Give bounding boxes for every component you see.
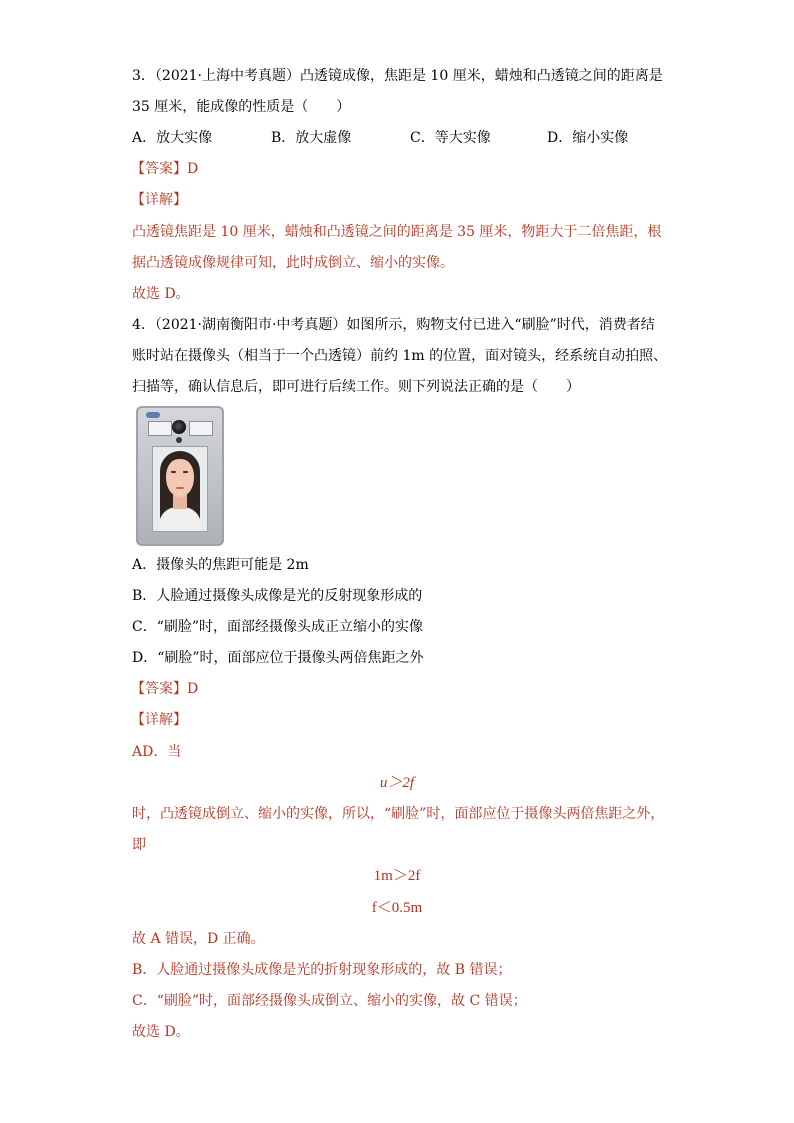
- q4-answer: [131, 679, 198, 699]
- q4-after-equation-1: 时，凸透镜成倒立、缩小的实像，所以，“刷脸”时，面部应位于摄像头两倍焦距之外，: [132, 806, 665, 822]
- q3-option-a: A．放大实像: [132, 130, 213, 146]
- q3-stem-line1: 3．（2021·上海中考真题）凸透镜成像，焦距是 10 厘米，蜡烛和凸透镜之间的距离是: [132, 68, 663, 84]
- q4-equation-3: [0, 898, 794, 918]
- answer-value: D: [187, 161, 199, 177]
- q3-stem-line2: 35 厘米，能成像的性质是（ ）: [132, 99, 351, 115]
- q4-conclusion: 故选 D。: [132, 1024, 190, 1040]
- q3-detail-line1: 凸透镜焦距是 10 厘米，蜡烛和凸透镜之间的距离是 35 厘米，物距大于二倍焦距，根: [132, 224, 662, 240]
- q4-stem-line3: 扫描等，确认信息后，即可进行后续工作。则下列说法正确的是（ ）: [132, 379, 580, 395]
- equation-text: 1m＞2f: [373, 868, 421, 884]
- q4-equation-1: [0, 773, 794, 793]
- q3-detail-label: 【详解】: [131, 192, 187, 208]
- q4-ad-conclusion: 故 A 错误，D 正确。: [132, 931, 265, 947]
- q4-stem-line2: 账时站在摄像头（相当于一个凸透镜）前约 1m 的位置，面对镜头，经系统自动拍照、: [132, 348, 668, 364]
- q4-ji: 即: [132, 837, 146, 853]
- q3-detail-line2: 据凸透镜成像规律可知，此时成倒立、缩小的实像。: [132, 255, 454, 271]
- q4-option-d: D．“刷脸”时，面部应位于摄像头两倍焦距之外: [132, 650, 424, 666]
- face-payment-device-image: [136, 406, 224, 546]
- q4-ad-intro: AD．当: [132, 744, 182, 760]
- device-left-window: [148, 421, 172, 436]
- device-right-window: [189, 421, 213, 436]
- q4-detail-label: 【详解】: [131, 712, 187, 728]
- q3-answer: [131, 159, 198, 179]
- q3-option-b: B．放大虚像: [271, 130, 352, 146]
- device-sensor: [176, 437, 182, 443]
- q4-stem-line1: 4．（2021·湖南衡阳市·中考真题）如图所示，购物支付已进入“刷脸”时代，消费者结: [132, 317, 655, 333]
- camera-lens-icon: [172, 420, 186, 434]
- q3-conclusion: 故选 D。: [132, 286, 190, 302]
- q4-equation-2: [0, 866, 794, 886]
- equation-text: u＞2f: [379, 775, 415, 791]
- answer-label: 【答案】: [131, 161, 187, 177]
- q4-option-c: C．“刷脸”时，面部经摄像头成正立缩小的实像: [132, 619, 424, 635]
- q4-c-explanation: C．“刷脸”时，面部经摄像头成倒立、缩小的实像，故 C 错误；: [132, 993, 527, 1009]
- q3-option-d: D．缩小实像: [547, 130, 629, 146]
- q4-option-a: A．摄像头的焦距可能是 2m: [132, 557, 309, 573]
- device-logo: [146, 412, 160, 418]
- equation-text: f＜0.5m: [371, 900, 423, 916]
- answer-label: 【答案】: [131, 681, 187, 697]
- answer-value: D: [187, 681, 199, 697]
- q4-option-b: B．人脸通过摄像头成像是光的反射现象形成的: [132, 588, 423, 604]
- q4-b-explanation: B．人脸通过摄像头成像是光的折射现象形成的，故 B 错误；: [132, 962, 512, 978]
- q3-option-c: C．等大实像: [410, 130, 491, 146]
- device-screen-face-photo: [152, 446, 208, 532]
